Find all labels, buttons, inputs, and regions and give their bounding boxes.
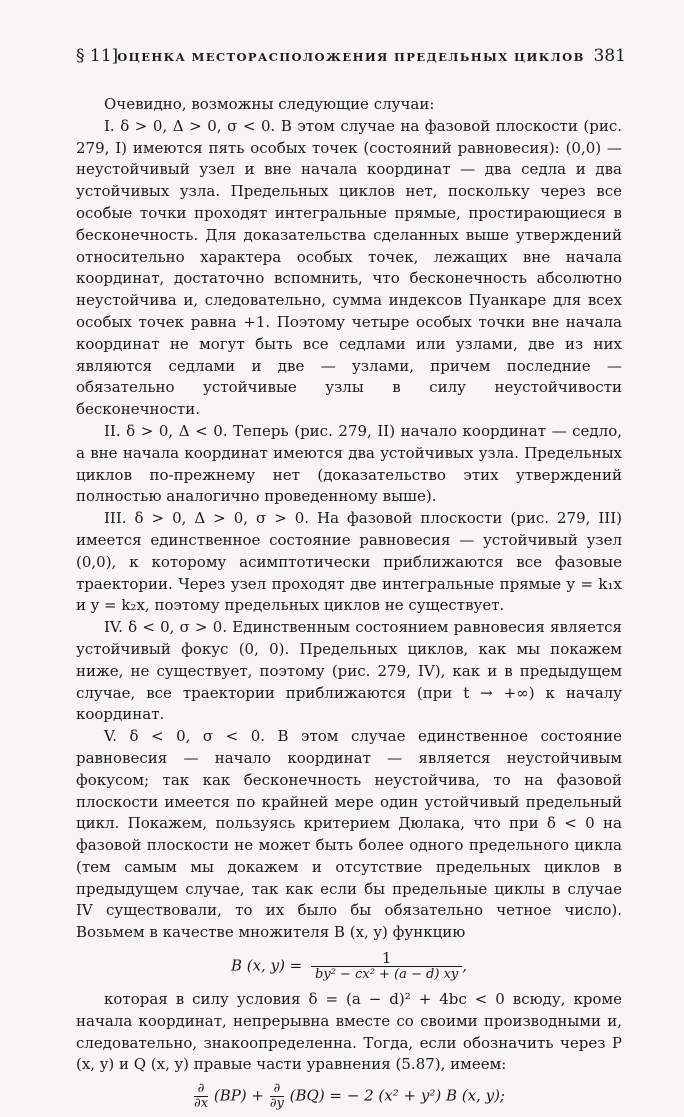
paragraph-after-formula: которая в силу условия δ = (a − d)² + 4bc < 0 всюду, кроме начала координат, непрерывна вместе со своими производными и, следовательно, знакоопределенна. Тогда, если обозначить через P (x, y) и Q (x, y) правые части уравнения (5.87), имеем: bbox=[76, 990, 622, 1074]
partial-x-top: ∂ bbox=[194, 1082, 208, 1097]
partial-y-bottom: ∂y bbox=[269, 1096, 284, 1112]
paragraph-intro: Очевидно, возможны следующие случаи: bbox=[104, 95, 435, 113]
fraction-numerator: 1 bbox=[311, 950, 462, 967]
section-reference: § 11] bbox=[76, 46, 119, 66]
fraction-denominator: by² − cx² + (a − d) xy bbox=[315, 967, 459, 983]
formula-fraction bbox=[311, 950, 462, 983]
formula-term-bp: (BP) + bbox=[213, 1086, 264, 1105]
running-header bbox=[76, 42, 626, 66]
partial-y-operator bbox=[270, 1082, 284, 1111]
paragraph-case-2: II. δ > 0, Δ < 0. Теперь (рис. 279, II) начало координат — седло, а вне начала координат имеются два устойчивых узла. Предельных циклов по-прежнему нет (доказательство этих утверждений полностью аналогично проведенному выше). bbox=[76, 421, 622, 506]
running-title: ОЦЕНКА МЕСТОРАСПОЛОЖЕНИЯ ПРЕДЕЛЬНЫХ ЦИКЛОВ bbox=[117, 50, 585, 64]
page-number: 381 bbox=[593, 46, 626, 66]
formula-comma: , bbox=[462, 956, 468, 975]
partial-x-operator bbox=[194, 1082, 208, 1111]
paragraph-case-3: III. δ > 0, Δ > 0, σ > 0. На фазовой плоскости (рис. 279, III) имеется единственное состояние равновесия — устойчивый узел (0,0), к которому асимптотически приближаются все фазовые траектории. Через узел проходят две интегральные прямые y = k₁x и y = k₂x, поэтому предельных циклов не существует. bbox=[76, 509, 622, 615]
formula-dulac-multiplier bbox=[76, 950, 622, 983]
formula-term-bq: (BQ) = − 2 (x² + y²) B (x, y); bbox=[289, 1086, 505, 1105]
formula-divergence bbox=[76, 1082, 622, 1111]
paragraph-case-1: I. δ > 0, Δ > 0, σ < 0. В этом случае на фазовой плоскости (рис. 279, I) имеются пять особых точек (состояний равновесия): (0,0) — неустойчивый узел и вне начала координат — два седла и два устойчивых узла. Предельных циклов нет, поскольку через все особые точки проходят интегральные прямые, простирающиеся в бесконечность. Для доказательства сделанных выше утверждений относительно характера особых точек, лежащих вне начала координат, достаточно вспомнить, что бесконечность абсолютно неустойчива и, следовательно, сумма индексов Пуанкаре для всех особых точек равна +1. Поэтому четыре особых точки вне начала координат не могут быть все седлами или узлами, две из них являются седлами и две — узлами, причем последние — обязательно устойчивые узлы в силу неустойчивости бесконечности. bbox=[76, 116, 622, 419]
partial-y-top: ∂ bbox=[270, 1082, 284, 1097]
paragraph-case-4: IV. δ < 0, σ > 0. Единственным состоянием равновесия является устойчивый фокус (0, 0). Предельных циклов, как мы покажем ниже, не существует, поэтому (рис. 279, IV), как и в предыдущем случае, все траектории приближаются (при t → +∞) к началу координат. bbox=[76, 618, 622, 724]
paragraph-case-5: V. δ < 0, σ < 0. В этом случае единственное состояние равновесия — начало координат — является неустойчивым фокусом; так как бесконечность неустойчива, то на фазовой плоскости имеется по крайней мере один устойчивый предельный цикл. Покажем, пользуясь критерием Дюлака, что при δ < 0 на фазовой плоскости не может быть более одного предельного цикла (тем самым мы докажем и отсутствие предельных циклов в предыдущем случае, так как если бы предельные циклы в случае IV существовали, то их было бы обязательно четное число). Возьмем в качестве множителя B (x, y) функцию bbox=[76, 727, 622, 942]
formula-lhs: B (x, y) = bbox=[230, 956, 303, 975]
page-body bbox=[76, 94, 622, 1117]
partial-x-bottom: ∂x bbox=[194, 1096, 209, 1112]
